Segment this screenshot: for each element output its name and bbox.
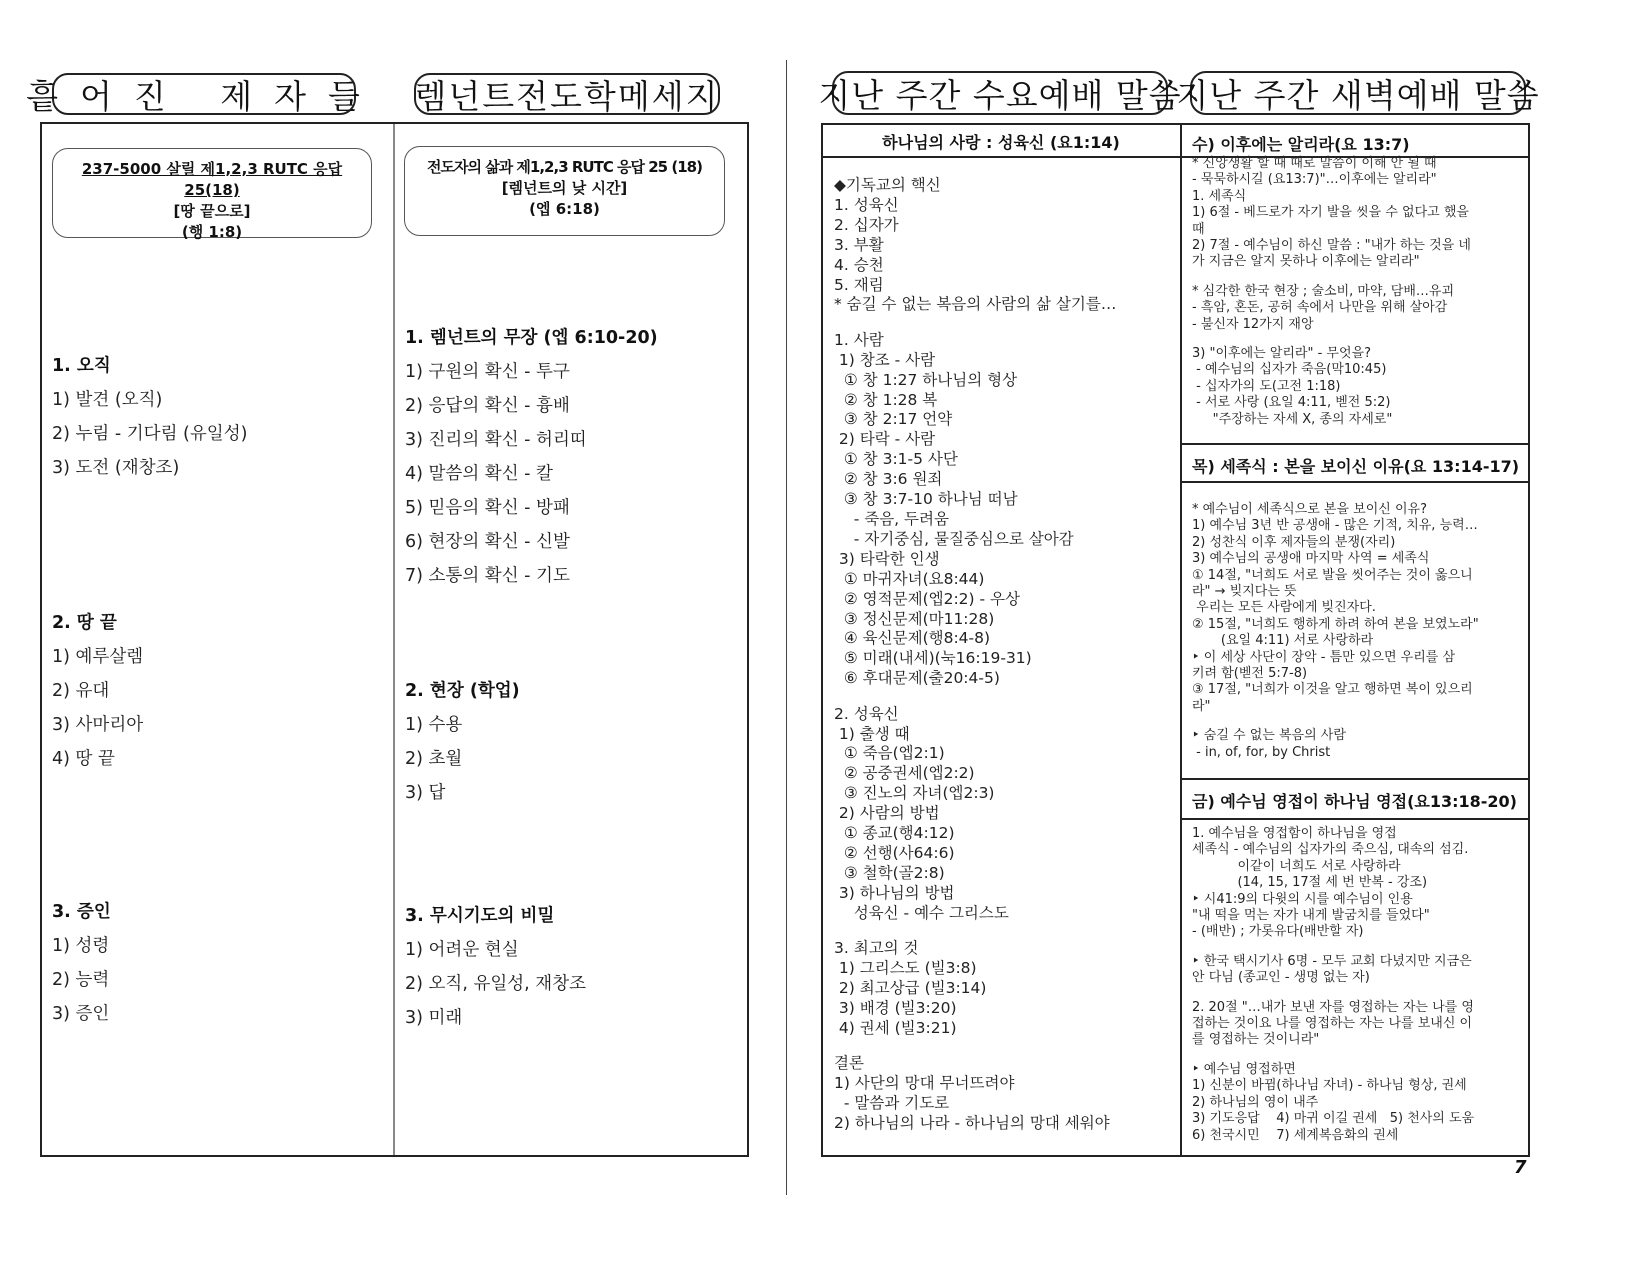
dawn-wed-line: - 십자가의 도(고전 1:18) (1192, 378, 1341, 394)
wednesday-sermon-line: 4. 승천 (834, 255, 884, 274)
dawn-fri-line: ‣ 시41:9의 다윗의 시를 예수님이 인용 (1192, 891, 1413, 907)
dawn-sermon-fri-title: 금) 예수님 영접이 하나님 영접(요13:18-20) (1192, 792, 1517, 811)
wednesday-sermon-line: ③ 진노의 자녀(엡2:3) (834, 784, 995, 803)
wednesday-sermon-line: ③ 정신문제(마11:28) (834, 609, 995, 628)
wednesday-sermon-line: 1) 그리스도 (빌3:8) (834, 959, 977, 978)
sermon-header-box-2: 전도자의 삶과 제1,2,3 RUTC 응답 25 (18) [렘넌트의 낮 시간] (엡 6:18) (404, 146, 725, 236)
dawn-fri-line (1192, 1049, 1474, 1062)
wednesday-sermon-line: - 말씀과 기도로 (834, 1093, 950, 1112)
wednesday-sermon-line: 3) 하나님의 방법 (834, 883, 955, 902)
dawn-thu-line: * 예수님이 세족식으로 본을 보이신 이유? (1192, 502, 1427, 517)
dawn-wed-line: 1) 6절 - 베드로가 자기 발을 씻을 수 없다고 했을 (1192, 205, 1469, 221)
page-number: 7 (1514, 1157, 1527, 1178)
wednesday-sermon-line: ④ 육신문제(행8:4-8) (834, 629, 991, 648)
wednesday-sermon-line: ⑤ 미래(내세)(눅16:19-31) (834, 649, 1032, 668)
dawn-thu-line: ‣ 숨길 수 없는 복음의 사람 (1192, 728, 1346, 744)
wednesday-sermon-line: ⑥ 후대문제(출20:4-5) (834, 669, 1000, 688)
wednesday-sermon-line: 성육신 - 예수 그리스도 (834, 903, 1009, 922)
dawn-wed-line: 때 (1192, 221, 1205, 237)
wednesday-sermon-line: ② 창 3:6 원죄 (834, 470, 943, 489)
dawn-fri-line (1192, 941, 1474, 954)
dawn-wed-line (1192, 271, 1471, 284)
wednesday-sermon-line: * 숨길 수 없는 복음의 사람의 삶 살기를… (834, 295, 1117, 314)
dawn-section-rule-2b (1181, 481, 1529, 483)
wednesday-sermon-line: - 죽음, 두려움 (834, 510, 949, 528)
col1-section-1: 1. 오직 1) 발견 (오직) 2) 누림 - 기다림 (유일성) 3) 도전 (재창조) (52, 356, 248, 478)
dawn-thu-line: (요일 4:11) 서로 사랑하라 (1192, 633, 1374, 649)
wednesday-sermon-line: 3. 부활 (834, 235, 884, 254)
wednesday-sermon-line: 3. 최고의 것 (834, 939, 919, 958)
wednesday-sermon-line: 1) 창조 - 사람 (834, 350, 936, 369)
dawn-wed-line: * 신앙생활 할 때 때로 말씀이 이해 안 될 때 (1192, 156, 1437, 171)
wednesday-sermon-line: ② 창 1:28 복 (834, 390, 938, 409)
dawn-sermon-wed-title: 수) 이후에는 알리라(요 13:7) (1192, 135, 1410, 154)
wednesday-sermon-line: 3) 배경 (빌3:20) (834, 998, 957, 1017)
wednesday-sermon-line: ① 창 1:27 하나님의 형상 (834, 370, 1018, 389)
dawn-fri-line: "내 떡을 먹는 자가 내게 발굼치를 들었다" (1192, 908, 1430, 924)
dawn-fri-line: ‣ 한국 택시기사 6명 - 모두 교회 다녔지만 지금은 (1192, 953, 1472, 969)
wednesday-sermon-line: 1) 사단의 망대 무너뜨려야 (834, 1074, 1015, 1093)
dawn-thu-line: 2) 성찬식 이후 제자들의 분쟁(자리) (1192, 534, 1396, 550)
wednesday-sermon-line: ② 공중권세(엡2:2) (834, 764, 975, 783)
dawn-sermon-wed-body (1192, 156, 1471, 428)
wednesday-sermon-line: ① 창 3:1-5 사단 (834, 450, 958, 469)
dawn-fri-line: 세족식 - 예수님의 십자가의 죽으심, 대속의 섬김. (1192, 842, 1469, 858)
dawn-fri-line: 이같이 너희도 서로 사랑하라 (1192, 858, 1401, 874)
dawn-fri-line: 1) 신분이 바뀜(하나님 자녀) - 하나님 형상, 권세 (1192, 1078, 1467, 1094)
dawn-fri-line: (14, 15, 17절 세 번 반복 - 강조) (1192, 875, 1428, 891)
wednesday-sermon-line (834, 689, 1116, 705)
dawn-thu-line: ② 15절, "너희도 행하게 하려 하여 본을 보였노라" (1192, 616, 1479, 632)
wednesday-sermon-line: ③ 철학(골2:8) (834, 863, 945, 882)
dawn-section-rule-2a (1181, 443, 1529, 445)
dawn-thu-line: 1) 예수님 3년 반 공생애 - 많은 기적, 치유, 능력… (1192, 518, 1478, 534)
wednesday-sermon-line: 1. 사람 (834, 330, 884, 349)
dawn-fri-line: ‣ 예수님 영접하면 (1192, 1061, 1296, 1077)
wednesday-sermon-line: 2) 사람의 방법 (834, 804, 940, 823)
dawn-wed-line: - 흑암, 혼돈, 공허 속에서 나만을 위해 살아감 (1192, 300, 1448, 316)
wednesday-sermon-line: ① 종교(행4:12) (834, 824, 955, 843)
dawn-wed-line (1192, 333, 1471, 346)
dawn-fri-line: 6) 천국시민 7) 세계복음화의 권세 (1192, 1127, 1399, 1143)
wednesday-sermon-line: - 자기중심, 물질중심으로 살아감 (834, 529, 1074, 548)
wednesday-sermon-line: ③ 창 3:7-10 하나님 떠남 (834, 490, 1018, 509)
page-title-scattered-disciples: 흩어진 제자들 (52, 73, 356, 115)
wednesday-sermon-line: ③ 창 2:17 언약 (834, 410, 953, 429)
dawn-thu-line: ‣ 이 세상 사단이 장악 - 틈만 있으면 우리를 삼 (1192, 649, 1456, 665)
dawn-fri-line: 3) 기도응답 4) 마귀 이길 권세 5) 천사의 도움 (1192, 1111, 1475, 1127)
wednesday-sermon-line: ② 선행(사64:6) (834, 844, 955, 862)
wednesday-sermon-title: 하나님의 사랑 : 성육신 (요1:14) (882, 133, 1120, 152)
col1-section-2: 2. 땅 끝 1) 예루살렘 2) 유대 3) 사마리아 4) 땅 끝 (52, 613, 144, 769)
dawn-wed-line: 가 지금은 알지 못하나 이후에는 알리라" (1192, 254, 1420, 270)
dawn-sermon-thu-body (1192, 502, 1479, 761)
wednesday-sermon-body (834, 176, 1116, 1134)
dawn-sermon-thu-title: 목) 세족식 : 본을 보이신 이유(요 13:14-17) (1192, 457, 1520, 476)
wednesday-header-rule (822, 156, 1180, 158)
dawn-wed-line: * 심각한 한국 현장 ; 술소비, 마약, 담배…유괴 (1192, 283, 1454, 299)
dawn-wed-line: 1. 세족식 (1192, 188, 1247, 204)
dawn-wed-line: - 예수님의 십자가 죽음(막10:45) (1192, 362, 1387, 378)
wednesday-sermon-line: 2) 타락 - 사람 (834, 430, 936, 449)
dawn-thu-line: 우리는 모든 사람에게 빚진자다. (1192, 600, 1376, 616)
dawn-thu-line: ① 14절, "너희도 서로 발을 씻어주는 것이 옳으니 (1192, 567, 1473, 583)
wednesday-sermon-line: 5. 재림 (834, 275, 884, 294)
wednesday-sermon-line: 1. 성육신 (834, 195, 899, 214)
wednesday-sermon-line: 2) 하나님의 나라 - 하나님의 망대 세워야 (834, 1113, 1110, 1132)
dawn-fri-line: 1. 예수님을 영접함이 하나님을 영접 (1192, 826, 1397, 841)
dawn-fri-line: 를 영접하는 것이니라" (1192, 1032, 1320, 1048)
wednesday-sermon-line: 2. 성육신 (834, 704, 899, 723)
wednesday-sermon-line: 2) 최고상급 (빌3:14) (834, 978, 987, 997)
wednesday-sermon-line: ◆기독교의 핵신 (834, 176, 941, 194)
right-column-divider (1180, 124, 1182, 1156)
wednesday-sermon-line: 결론 (834, 1054, 864, 1073)
wednesday-sermon-line: 4) 권세 (빌3:21) (834, 1018, 957, 1037)
page-title-remnant-message: 렘넌트전도학메세지 (414, 73, 720, 115)
dawn-wed-line: 2) 7절 - 예수님이 하신 말씀 : "내가 하는 것을 네 (1192, 238, 1471, 254)
dawn-thu-line: 3) 예수님의 공생애 마지막 사역 = 세족식 (1192, 551, 1430, 567)
dawn-thu-line: ③ 17절, "너희가 이것을 알고 행하면 복이 있으리 (1192, 682, 1473, 698)
dawn-wed-line: - 서로 사랑 (요일 4:11, 벧전 5:2) (1192, 395, 1391, 411)
dawn-wed-line: 3) "이후에는 알리라" - 무엇을? (1192, 346, 1372, 362)
col2-section-2: 2. 현장 (학업) 1) 수용 2) 초월 3) 답 (405, 681, 520, 803)
col2-section-1: 1. 렘넌트의 무장 (엡 6:10-20) 1) 구원의 확신 - 투구 2) 응답의 확신 - 흉배 3) 진리의 확신 - 허리띠 4) 말씀의 확신 - 칼 5) 믿음의 확신 - 방패 6) 현장의 확신 - 신발 7) 소통의 확신 - 기도 (405, 328, 658, 586)
wednesday-sermon-line: ① 죽음(엡2:1) (834, 744, 945, 763)
dawn-fri-line: 접하는 것이요 나를 영접하는 자는 나를 보내신 이 (1192, 1016, 1473, 1032)
dawn-thu-line: 라" (1192, 698, 1211, 714)
dawn-section-rule-3a (1181, 778, 1529, 780)
dawn-thu-line: - in, of, for, by Christ (1192, 744, 1331, 760)
wednesday-sermon-line: 3) 타락한 인생 (834, 549, 940, 568)
col2-section-3: 3. 무시기도의 비밀 1) 어려운 현실 2) 오직, 유일성, 재창조 3) 미래 (405, 906, 587, 1028)
wednesday-sermon-line: 2. 십자가 (834, 215, 899, 234)
dawn-sermon-fri-body (1192, 826, 1474, 1144)
wednesday-sermon-line (834, 924, 1116, 940)
dawn-fri-line: 안 다님 (종교인 - 생명 없는 자) (1192, 970, 1370, 986)
dawn-fri-line (1192, 987, 1474, 1000)
dawn-wed-line: - 묵묵하시길 (요13:7)"…이후에는 알리라" (1192, 172, 1437, 188)
dawn-fri-line: - (배반) ; 가롯유다(배반할 자) (1192, 924, 1364, 940)
page-title-wednesday-sermon: 지난 주간 수요예배 말씀 (832, 71, 1168, 115)
wednesday-sermon-line: ① 마귀자녀(요8:44) (834, 569, 985, 588)
dawn-thu-line (1192, 715, 1479, 728)
left-column-divider (393, 124, 395, 1155)
dawn-thu-line: 키려 함(벧전 5:7-8) (1192, 666, 1308, 682)
col1-section-3: 3. 증인 1) 성령 2) 능력 3) 증인 (52, 902, 111, 1024)
dawn-fri-line: 2. 20절 "…내가 보낸 자를 영접하는 자는 나를 영 (1192, 999, 1474, 1015)
page-spine-line (786, 60, 787, 1195)
wednesday-sermon-line (834, 1039, 1116, 1055)
dawn-thu-line: 라" → 빚지다는 뜻 (1192, 584, 1297, 600)
page-title-dawn-sermon: 지난 주간 새벽예배 말씀 (1190, 71, 1526, 115)
wednesday-sermon-line (834, 315, 1116, 331)
wednesday-sermon-line: ② 영적문제(엡2:2) - 우상 (834, 589, 1020, 608)
sermon-header-box-1: 237-5000 살릴 제1,2,3 RUTC 응답 25(18) [땅 끝으로] (행 1:8) (52, 148, 372, 238)
dawn-fri-line: 2) 하나님의 영이 내주 (1192, 1094, 1319, 1110)
dawn-wed-line: - 불신자 12가지 재앙 (1192, 316, 1314, 332)
wednesday-sermon-line: 1) 출생 때 (834, 724, 910, 743)
dawn-section-rule-3b (1181, 818, 1529, 820)
dawn-wed-line: "주장하는 자세 X, 종의 자세로" (1192, 411, 1393, 427)
